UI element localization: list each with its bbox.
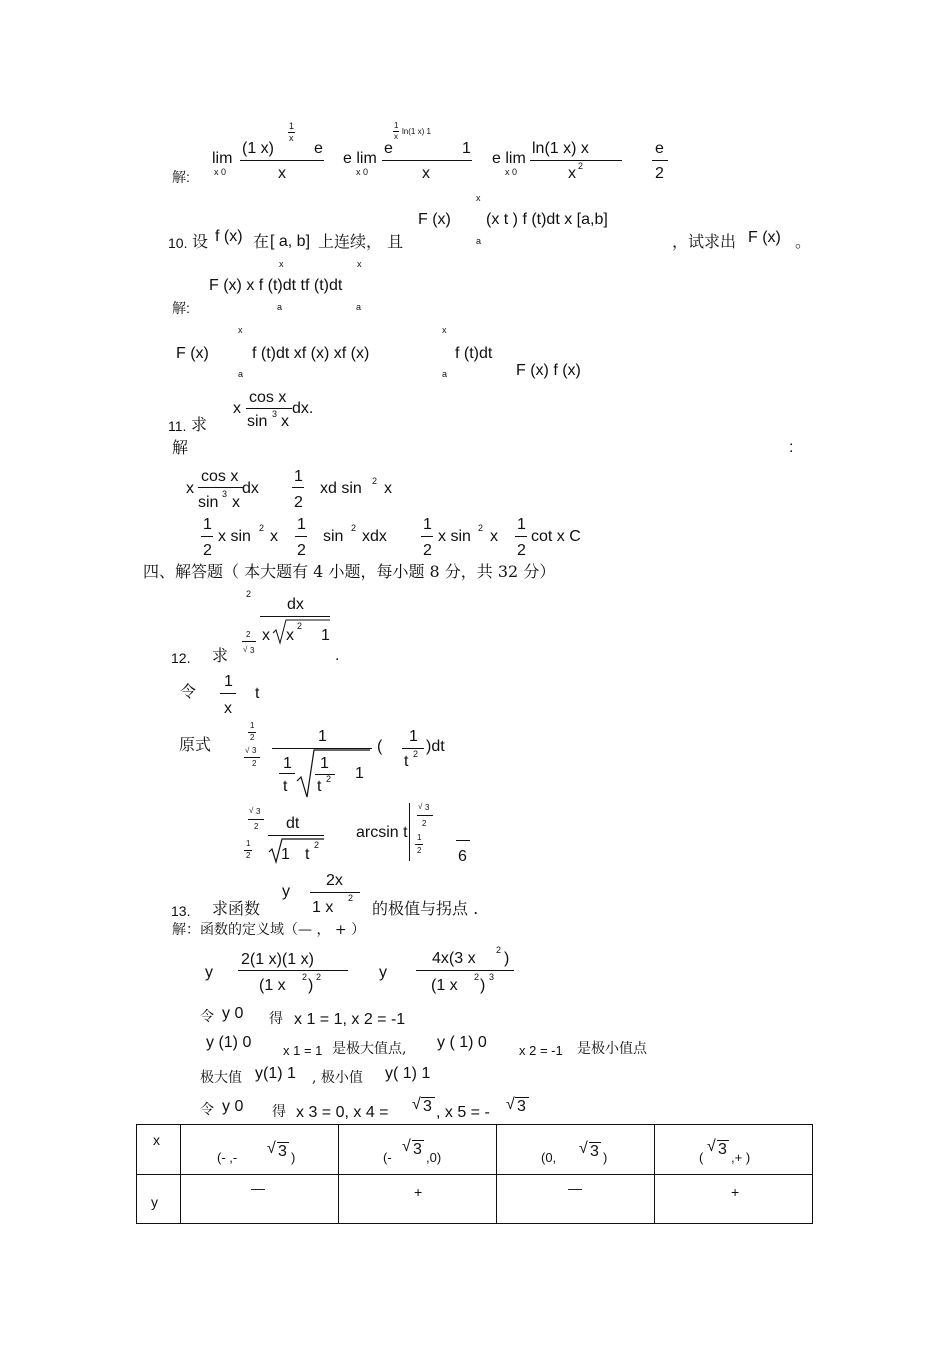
result-denominator: 2: [655, 165, 664, 182]
minus-one: 1: [355, 765, 364, 782]
y-prime-num: 2(1 x)(1 x): [241, 951, 314, 968]
y-double-prime-num-close: ): [504, 950, 510, 967]
radicand-one: 1: [281, 846, 290, 863]
eval-upper-num: 3: [425, 803, 430, 812]
sqrt-three: 3: [423, 1098, 432, 1115]
x: x: [490, 528, 498, 545]
half-den: 2: [423, 542, 432, 559]
sqrt-symbol: √: [412, 1096, 421, 1113]
radicand-x: x: [286, 627, 294, 644]
problem-number: 10.: [168, 235, 188, 251]
eval-lower-num: 1: [417, 833, 422, 842]
dx: dx.: [292, 400, 314, 417]
zai-text: 在: [253, 232, 270, 251]
denominator: x: [422, 165, 430, 182]
sub-t: t: [255, 685, 260, 702]
exponent-one: 1: [394, 121, 399, 130]
expression-line-2: f (t)dt xf (x) xf (x): [252, 345, 370, 362]
denominator: x: [568, 165, 576, 182]
y-prime-den: (1 x: [259, 977, 286, 994]
sub-num: 1: [224, 673, 233, 690]
interval-left: (0,: [541, 1150, 557, 1165]
sqrt-three: 3: [413, 1141, 422, 1158]
lower-limit-den: 2: [246, 851, 251, 860]
interval-left: (-: [383, 1150, 392, 1165]
problem-number: 12.: [171, 650, 191, 666]
lim-operator: lim: [212, 150, 233, 167]
inner-t: t: [283, 778, 288, 795]
half-num: 1: [203, 516, 212, 533]
inner-frac-den: t: [317, 778, 322, 795]
numerator: cos x: [249, 389, 287, 406]
x2-label: x 2 = -1: [519, 1043, 563, 1058]
table-row: [137, 1125, 813, 1175]
max-value-label: 极大值: [200, 1070, 242, 1086]
square: 2: [348, 893, 354, 903]
cot-result: cot x C: [531, 528, 581, 545]
sign-value: —: [568, 1179, 582, 1196]
interval-left: (- ,-: [217, 1150, 238, 1165]
upper-limit-num: 1: [250, 721, 255, 730]
row-header-y: [137, 1174, 181, 1224]
she-text: 设: [192, 232, 209, 251]
y-double-prime-num: 4x(3 x: [432, 950, 476, 967]
sqrt-symbol: √: [267, 1140, 276, 1157]
x-factor: x: [233, 400, 241, 417]
lower-limit: a: [476, 236, 482, 246]
continuous-text: 上连续， 且: [318, 232, 404, 251]
square: 2: [259, 523, 265, 533]
qiu-text: 求函数: [212, 899, 261, 918]
sign-cell: [339, 1174, 497, 1224]
square: 2: [578, 161, 584, 171]
lower-limit-den: 3: [250, 646, 255, 655]
square: 2: [413, 749, 419, 759]
dx: dx: [242, 480, 259, 497]
result-F-double-prime: F (x) f (x): [516, 362, 581, 379]
y-var: y: [282, 883, 290, 900]
arcsin: arcsin t: [356, 824, 408, 841]
numerator: ln(1 x) x: [532, 140, 589, 157]
half-num: 1: [423, 516, 432, 533]
period: .: [335, 647, 340, 664]
f-of-x: f (x): [215, 228, 243, 245]
problem-number: 11.: [168, 418, 187, 434]
sqrt-symbol: √: [243, 645, 248, 654]
y-prime-zero: y 0: [222, 1005, 244, 1022]
de-text: 得: [272, 1104, 286, 1120]
y-dd-at-minus-1: y ( 1) 0: [437, 1034, 487, 1051]
inner-frac-num: 1: [320, 755, 329, 772]
solution-label: 解:: [172, 300, 190, 316]
section-heading: 四、解答题（ 本大题有 4 小题，每小题 8 分，共 32 分）: [143, 562, 556, 581]
sqrt-three: 3: [718, 1141, 727, 1158]
upper-limit: 2: [246, 589, 252, 599]
x-sin: x sin: [218, 528, 251, 545]
eval-lower-den: 2: [417, 846, 422, 855]
half-den: 2: [517, 542, 526, 559]
expression-line-2b: f (t)dt: [455, 345, 493, 362]
cube: 3: [489, 972, 495, 982]
x-sin: x sin: [438, 528, 471, 545]
lower-limit-den: 2: [252, 759, 257, 768]
sqrt-three: 3: [590, 1143, 599, 1160]
interval-cell: [339, 1125, 497, 1175]
y-dd-at-1: y (1) 0: [206, 1034, 252, 1051]
de-text: 得: [269, 1011, 283, 1027]
e-lim: e lim: [343, 150, 377, 167]
exponent-denominator: x: [289, 133, 294, 143]
frac-den: t: [404, 753, 409, 770]
square: 2: [496, 945, 502, 955]
x-factor: x: [186, 480, 194, 497]
numerator: 2x: [326, 872, 343, 889]
x1-label: x 1 = 1: [283, 1043, 323, 1058]
qiu-text: 求: [212, 646, 229, 665]
half-num: 1: [297, 516, 306, 533]
interval-cell: [655, 1125, 813, 1175]
y-dd-zero: y 0: [222, 1098, 244, 1115]
denominator-x: x: [262, 627, 270, 644]
square: 2: [351, 523, 357, 533]
F-definition: F (x): [418, 211, 451, 228]
sqrt-symbol: √: [579, 1140, 588, 1157]
frac-num: 1: [409, 728, 418, 745]
e-lim: e lim: [492, 150, 526, 167]
upper-limit: x: [238, 325, 243, 335]
sin: sin: [323, 528, 344, 545]
F-prime: F (x): [176, 345, 209, 362]
close-paren: ): [480, 977, 486, 994]
sqrt-symbol: √: [418, 802, 423, 811]
exponent-numerator: 1: [289, 121, 295, 131]
inflection-points: x 3 = 0, x 4 =: [296, 1104, 389, 1121]
lower-limit: a: [238, 369, 244, 379]
numerator: (1 x): [242, 140, 274, 157]
half-den: 2: [294, 494, 303, 511]
y-double-prime-den: (1 x: [431, 977, 458, 994]
x5-label: , x 5 = -: [436, 1104, 490, 1121]
min-value: y( 1) 1: [385, 1065, 431, 1082]
sign-value: +: [731, 1183, 740, 1200]
sqrt-symbol: √: [249, 806, 254, 815]
lim-subscript: x 0: [214, 167, 227, 177]
x: x: [384, 480, 392, 497]
upper-limit-den: 2: [250, 733, 255, 742]
upper-limit: x: [476, 193, 481, 203]
open-paren: (: [377, 738, 383, 755]
square: 2: [314, 840, 320, 850]
denominator: x: [278, 165, 286, 182]
numerator: dx: [287, 596, 304, 613]
domain-text: 解：函数的定义域（— ， + ）: [172, 922, 366, 938]
critical-points: x 1 = 1, x 2 = -1: [294, 1011, 406, 1028]
sign-value: —: [251, 1179, 265, 1196]
denominator: sin: [198, 494, 219, 511]
radicand-t: t: [305, 846, 310, 863]
min-value-label: , 极小值: [312, 1070, 363, 1086]
y-prime: y: [205, 964, 213, 981]
eval-upper-den: 2: [422, 819, 427, 828]
inner-one: 1: [283, 755, 292, 772]
let-text: 令: [200, 1009, 214, 1025]
numerator: cos x: [201, 468, 239, 485]
sqrt-three: 3: [278, 1143, 287, 1160]
lim-subscript: x 0: [356, 167, 369, 177]
lim-subscript: x 0: [505, 167, 518, 177]
square: 2: [302, 972, 308, 982]
sign-cell: [655, 1174, 813, 1224]
square: 2: [316, 972, 322, 982]
min-point-text: 是极小值点: [577, 1041, 647, 1057]
numerator: dt: [286, 815, 300, 832]
lower-limit-num: 2: [246, 630, 251, 639]
upper-limit: x: [279, 259, 284, 269]
denominator: sin: [247, 413, 268, 430]
qiu-text: 求: [191, 415, 208, 434]
original-label: 原式: [179, 735, 212, 754]
interval: [ a, b]: [270, 233, 311, 250]
interval-right: ): [291, 1150, 296, 1165]
xdx: xdx: [362, 528, 387, 545]
interval-right: ): [603, 1150, 608, 1165]
let-text: 令: [200, 1102, 214, 1118]
y-double-prime: y: [379, 964, 387, 981]
header-text: y: [151, 1193, 158, 1210]
lower-limit: a: [277, 302, 283, 312]
result-den: 6: [458, 848, 467, 865]
dt: )dt: [426, 738, 445, 755]
sqrt-symbol: √: [402, 1138, 411, 1155]
sign-table: [136, 1124, 813, 1224]
cube: 3: [272, 409, 278, 419]
denominator-x: x: [281, 413, 289, 430]
header-text: x: [153, 1132, 160, 1148]
square: 2: [372, 476, 378, 486]
integrand: (x t ) f (t)dt x [a,b]: [486, 211, 608, 228]
max-value: y(1) 1: [255, 1065, 296, 1082]
constant-e: e: [314, 140, 323, 157]
upper-limit-den: 2: [254, 822, 259, 831]
max-point-text: 是极大值点,: [332, 1041, 407, 1057]
interval-right: ,+ ): [731, 1150, 751, 1165]
numerator-e: e: [384, 140, 393, 157]
lower-limit: a: [442, 369, 448, 379]
F-second-derivative: F (x): [748, 229, 781, 246]
sqrt-symbol: √: [245, 746, 250, 755]
half-den: 2: [297, 542, 306, 559]
let-text: 令: [180, 682, 197, 701]
row-header-x: [137, 1125, 181, 1175]
upper-limit-num: 3: [256, 807, 261, 816]
sqrt-symbol: √: [506, 1096, 515, 1113]
radicand-one: 1: [321, 627, 330, 644]
half-den: 2: [203, 542, 212, 559]
solution-label: 解:: [172, 169, 190, 185]
sub-den: x: [224, 700, 232, 717]
period: 。: [795, 232, 812, 251]
close-paren: ): [308, 977, 314, 994]
table-row: [137, 1174, 813, 1224]
interval-left: (: [699, 1150, 704, 1165]
solution-label: 解: [172, 438, 189, 457]
problem-number: 13.: [171, 903, 191, 919]
sign-value: +: [414, 1183, 423, 1200]
exponent-x: x: [394, 132, 398, 141]
exponent-body: ln(1 x) 1: [402, 127, 431, 136]
xd-sin: xd sin: [320, 480, 362, 497]
half-num: 1: [294, 468, 303, 485]
sign-cell: [181, 1174, 339, 1224]
denominator-x: x: [232, 494, 240, 511]
lower-limit-num: 3: [252, 746, 257, 755]
interval-cell: [181, 1125, 339, 1175]
lower-limit-num: 1: [246, 839, 251, 848]
square: 2: [326, 774, 332, 784]
expression-line-1: F (x) x f (t)dt tf (t)dt: [209, 277, 343, 294]
cube: 3: [222, 489, 228, 499]
upper-limit: x: [357, 259, 362, 269]
sqrt-three: 3: [517, 1098, 526, 1115]
square: 2: [478, 523, 484, 533]
lower-limit: a: [356, 302, 362, 312]
numerator-one: 1: [462, 140, 471, 157]
colon: :: [789, 439, 794, 456]
ask-text: ，试求出: [672, 232, 737, 251]
upper-limit: x: [442, 325, 447, 335]
sign-cell: [497, 1174, 655, 1224]
ask-text: 的极值与拐点 .: [372, 899, 479, 918]
interval-cell: [497, 1125, 655, 1175]
half-num: 1: [517, 516, 526, 533]
sqrt-symbol: √: [707, 1138, 716, 1155]
denominator: 1 x: [312, 899, 334, 916]
interval-right: ,0): [426, 1150, 442, 1165]
square: 2: [474, 972, 480, 982]
square: 2: [297, 621, 303, 631]
result-numerator: e: [655, 140, 664, 157]
outer-num: 1: [318, 728, 327, 745]
x: x: [270, 528, 278, 545]
